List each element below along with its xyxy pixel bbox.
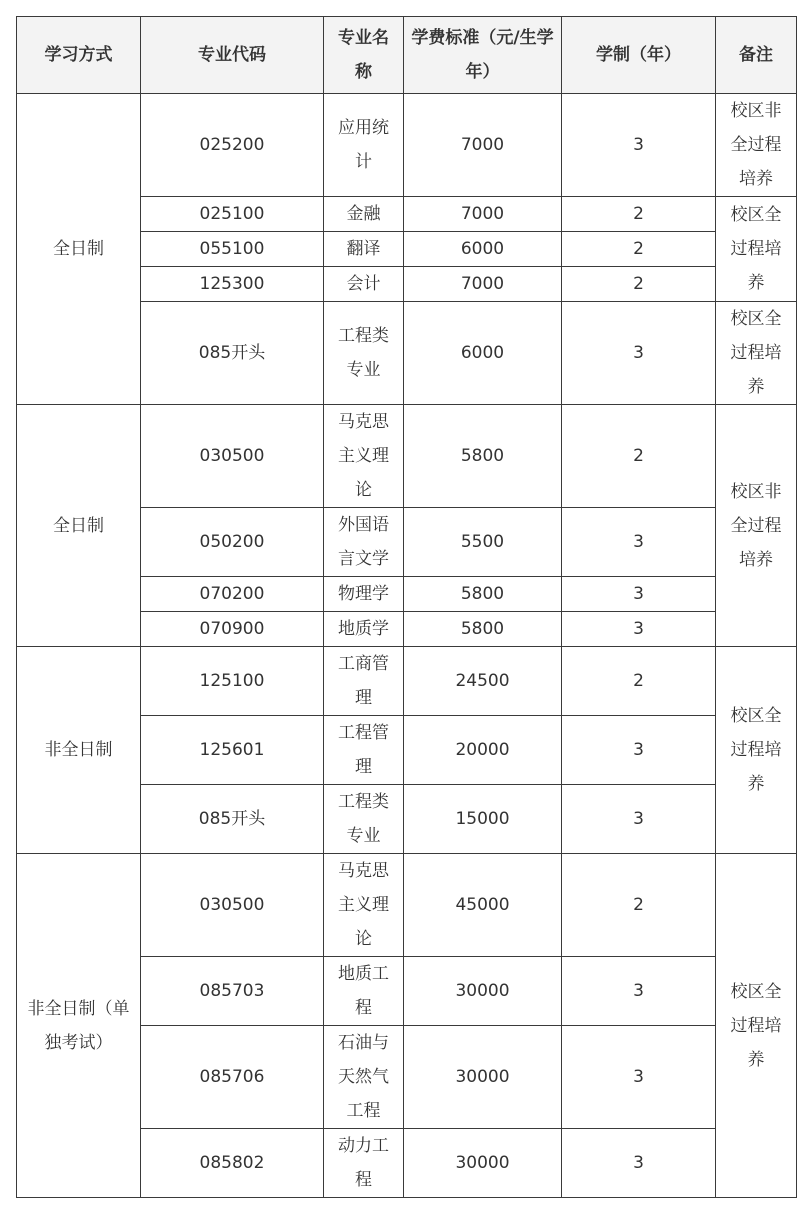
remarks-cell: 校区全过程培养 — [716, 647, 797, 854]
table-row — [17, 647, 797, 716]
tuition-cell: 6000 — [404, 232, 562, 267]
duration-cell: 3 — [562, 1129, 716, 1198]
tuition-cell: 5800 — [404, 612, 562, 647]
duration-cell: 3 — [562, 302, 716, 405]
tuition-cell: 7000 — [404, 267, 562, 302]
major-code-cell: 085802 — [141, 1129, 324, 1198]
tuition-cell: 45000 — [404, 854, 562, 957]
remarks-cell: 校区全过程培养 — [716, 302, 797, 405]
major-name-cell: 动力工程 — [324, 1129, 404, 1198]
major-name-cell: 工程类专业 — [324, 785, 404, 854]
major-code-cell: 030500 — [141, 854, 324, 957]
major-code-cell: 050200 — [141, 508, 324, 577]
major-name-cell: 外国语言文学 — [324, 508, 404, 577]
tuition-cell: 6000 — [404, 302, 562, 405]
remarks-cell: 校区非全过程培养 — [716, 405, 797, 647]
major-code-cell: 085703 — [141, 957, 324, 1026]
major-code-cell: 070900 — [141, 612, 324, 647]
duration-cell: 2 — [562, 647, 716, 716]
major-name-cell: 地质学 — [324, 612, 404, 647]
duration-cell: 2 — [562, 267, 716, 302]
major-name-cell: 工商管理 — [324, 647, 404, 716]
tuition-cell: 5500 — [404, 508, 562, 577]
table-row — [17, 405, 797, 508]
remarks-cell: 校区全过程培养 — [716, 854, 797, 1198]
tuition-cell: 30000 — [404, 1129, 562, 1198]
duration-cell: 3 — [562, 1026, 716, 1129]
major-name-cell: 翻译 — [324, 232, 404, 267]
duration-cell: 3 — [562, 785, 716, 854]
major-code-cell: 085706 — [141, 1026, 324, 1129]
tuition-cell: 15000 — [404, 785, 562, 854]
header-duration: 学制（年） — [562, 17, 716, 94]
header-major-name: 专业名称 — [324, 17, 404, 94]
table-header-row — [17, 17, 797, 94]
study-mode-cell: 非全日制 — [17, 647, 141, 854]
major-name-cell: 马克思主义理论 — [324, 405, 404, 508]
major-name-cell: 金融 — [324, 197, 404, 232]
remarks-cell: 校区全过程培养 — [716, 197, 797, 302]
tuition-cell: 24500 — [404, 647, 562, 716]
major-name-cell: 马克思主义理论 — [324, 854, 404, 957]
tuition-cell: 20000 — [404, 716, 562, 785]
table-row — [17, 94, 797, 197]
major-name-cell: 地质工程 — [324, 957, 404, 1026]
duration-cell: 3 — [562, 716, 716, 785]
tuition-cell: 7000 — [404, 94, 562, 197]
major-code-cell: 085开头 — [141, 302, 324, 405]
tuition-cell: 5800 — [404, 577, 562, 612]
header-tuition: 学费标准（元/生学年） — [404, 17, 562, 94]
major-code-cell: 125300 — [141, 267, 324, 302]
major-name-cell: 会计 — [324, 267, 404, 302]
major-code-cell: 125601 — [141, 716, 324, 785]
major-name-cell: 应用统计 — [324, 94, 404, 197]
duration-cell: 3 — [562, 612, 716, 647]
tuition-cell: 30000 — [404, 1026, 562, 1129]
header-major-code: 专业代码 — [141, 17, 324, 94]
major-name-cell: 工程管理 — [324, 716, 404, 785]
duration-cell: 2 — [562, 232, 716, 267]
duration-cell: 3 — [562, 508, 716, 577]
duration-cell: 2 — [562, 197, 716, 232]
study-mode-cell: 全日制 — [17, 405, 141, 647]
duration-cell: 3 — [562, 957, 716, 1026]
study-mode-cell: 非全日制（单独考试） — [17, 854, 141, 1198]
header-study-mode: 学习方式 — [17, 17, 141, 94]
major-name-cell: 物理学 — [324, 577, 404, 612]
header-remarks: 备注 — [716, 17, 797, 94]
major-code-cell: 030500 — [141, 405, 324, 508]
study-mode-cell: 全日制 — [17, 94, 141, 405]
tuition-cell: 30000 — [404, 957, 562, 1026]
major-code-cell: 125100 — [141, 647, 324, 716]
tuition-cell: 5800 — [404, 405, 562, 508]
major-name-cell: 工程类专业 — [324, 302, 404, 405]
duration-cell: 3 — [562, 577, 716, 612]
tuition-cell: 7000 — [404, 197, 562, 232]
major-code-cell: 025200 — [141, 94, 324, 197]
table-row — [17, 854, 797, 957]
duration-cell: 2 — [562, 405, 716, 508]
remarks-cell: 校区非全过程培养 — [716, 94, 797, 197]
duration-cell: 2 — [562, 854, 716, 957]
major-code-cell: 070200 — [141, 577, 324, 612]
major-code-cell: 025100 — [141, 197, 324, 232]
tuition-table — [16, 16, 797, 1198]
major-name-cell: 石油与天然气工程 — [324, 1026, 404, 1129]
major-code-cell: 085开头 — [141, 785, 324, 854]
duration-cell: 3 — [562, 94, 716, 197]
major-code-cell: 055100 — [141, 232, 324, 267]
